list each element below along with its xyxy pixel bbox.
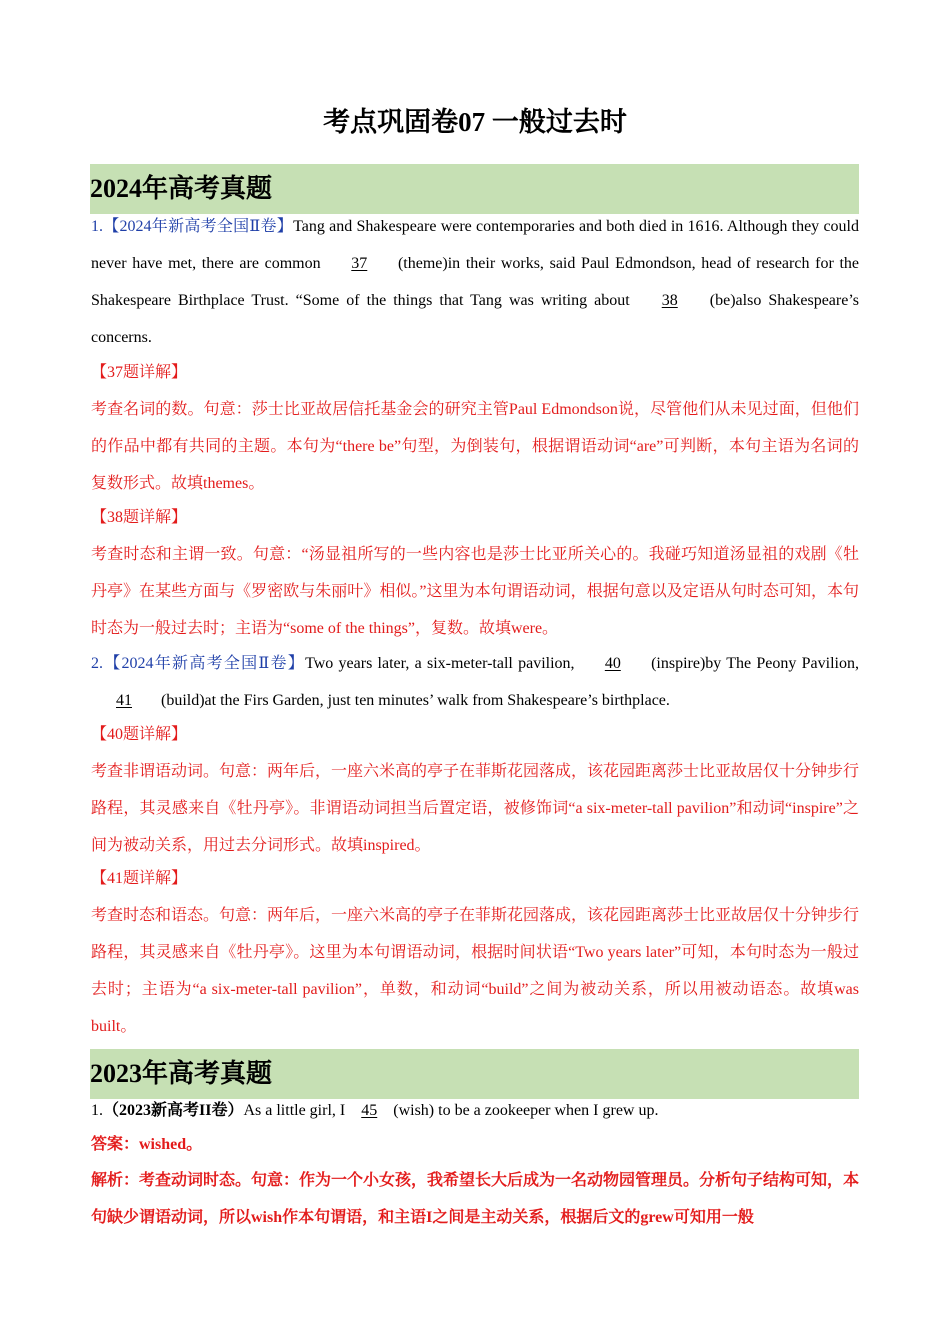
explanation-text: 考查时态和主谓一致。句意：“汤显祖所写的一些内容也是莎士比亚所关心的。我碰巧知道汤显祖的戏剧《牡丹亭》在某些方面与《罗密欧与朱丽叶》相似。”这里为本句谓语动词，根据句意以及定语从句时态可知，本句时态为一般过去时；主语为“some of the things”，复数。故填were。 [91, 546, 859, 637]
explanation-heading: 【41题详解】 [91, 870, 188, 887]
section-heading-2023: 2023年高考真题 [90, 1049, 859, 1099]
question-1-2024 [91, 208, 859, 356]
analysis-text: 解析：考查动词时态。句意：作为一个小女孩，我希望长大后成为一名动物园管理员。分析句子结构可知，本句缺少谓语动词，所以wish作本句谓语，和主语I之间是主动关系，根据后文的grew可知用一般 [91, 1172, 860, 1226]
explanation-heading: 【37题详解】 [91, 364, 188, 381]
explanation-40 [91, 718, 859, 864]
blank-38[interactable]: 38 [661, 292, 678, 309]
question-text-part: As a little girl, I [243, 1102, 350, 1119]
question-text-part: Two years later, a six-meter-tall pavilion, [305, 655, 580, 672]
question-text-part: Tang and Shakespeare were contemporaries and both died in 1616. Although they could never have met, there are common [91, 218, 859, 272]
blank-40[interactable]: 40 [604, 655, 621, 672]
explanation-37 [91, 356, 859, 502]
question-number: 1. [91, 218, 103, 235]
question-text-part: (be)also Shakespeare’s concerns. [91, 292, 859, 346]
question-text [91, 1094, 859, 1128]
question-2-2024 [91, 645, 859, 719]
question-text-part: (theme)in their works, said Paul Edmondson, head of research for the Shakespeare Birthplace Trust. “Some of the things that Tang was writing about [91, 255, 860, 309]
blank-37[interactable]: 37 [351, 255, 368, 272]
question-1-2023 [91, 1094, 859, 1236]
question-source: （2023新高考II卷） [103, 1102, 244, 1119]
answer-text: 答案：wished。 [91, 1136, 203, 1153]
question-text [91, 645, 859, 719]
explanation-heading: 【38题详解】 [91, 509, 188, 526]
section-heading-2024: 2024年高考真题 [90, 164, 859, 214]
explanation-text: 考查时态和语态。句意：两年后，一座六米高的亭子在菲斯花园落成，该花园距离莎士比亚故居仅十分钟步行路程，其灵感来自《牡丹亭》。这里为本句谓语动词，根据时间状语“Two years later”可知，本句时态为一般过去时；主语为“a six-meter-tall pavilion”，单数，和动词“build”之间为被动关系，所以用被动语态。故填was built。 [91, 907, 860, 1035]
explanation-heading: 【40题详解】 [91, 726, 188, 743]
question-text-part: (inspire)by The Peony Pavilion, [645, 655, 859, 672]
question-text-part: (wish) to be a zookeeper when I grew up. [389, 1102, 659, 1119]
question-text-part: (build)at the Firs Garden, just ten minutes’ walk from Shakespeare’s birthplace. [157, 692, 670, 709]
question-text [91, 208, 859, 356]
question-number: 2. [91, 655, 103, 672]
question-number: 1. [91, 1102, 103, 1119]
explanation-text: 考查名词的数。句意：莎士比亚故居信托基金会的研究主管Paul Edmondson说，尽管他们从未见过面，但他们的作品中都有共同的主题。本句为“there be”句型，为倒装句，根据谓语动词“are”可判断，本句主语为名词的复数形式。故填themes。 [91, 401, 859, 492]
explanation-41 [91, 862, 859, 1045]
explanation-38 [91, 501, 859, 647]
question-source: 【2024年新高考全国Ⅱ卷】 [103, 655, 306, 672]
blank-45[interactable]: 45 [361, 1102, 378, 1119]
page-title: 考点巩固卷07 一般过去时 [323, 107, 627, 137]
explanation-text: 考查非谓语动词。句意：两年后，一座六米高的亭子在菲斯花园落成，该花园距离莎士比亚故居仅十分钟步行路程，其灵感来自《牡丹亭》。非谓语动词担当后置定语，被修饰词“a six-meter-tall pavilion”和动词“inspire”之间为被动关系，用过去分词形式。故填inspired。 [91, 763, 860, 854]
question-source: 【2024年新高考全国Ⅱ卷】 [103, 218, 294, 235]
blank-41[interactable]: 41 [116, 692, 132, 709]
